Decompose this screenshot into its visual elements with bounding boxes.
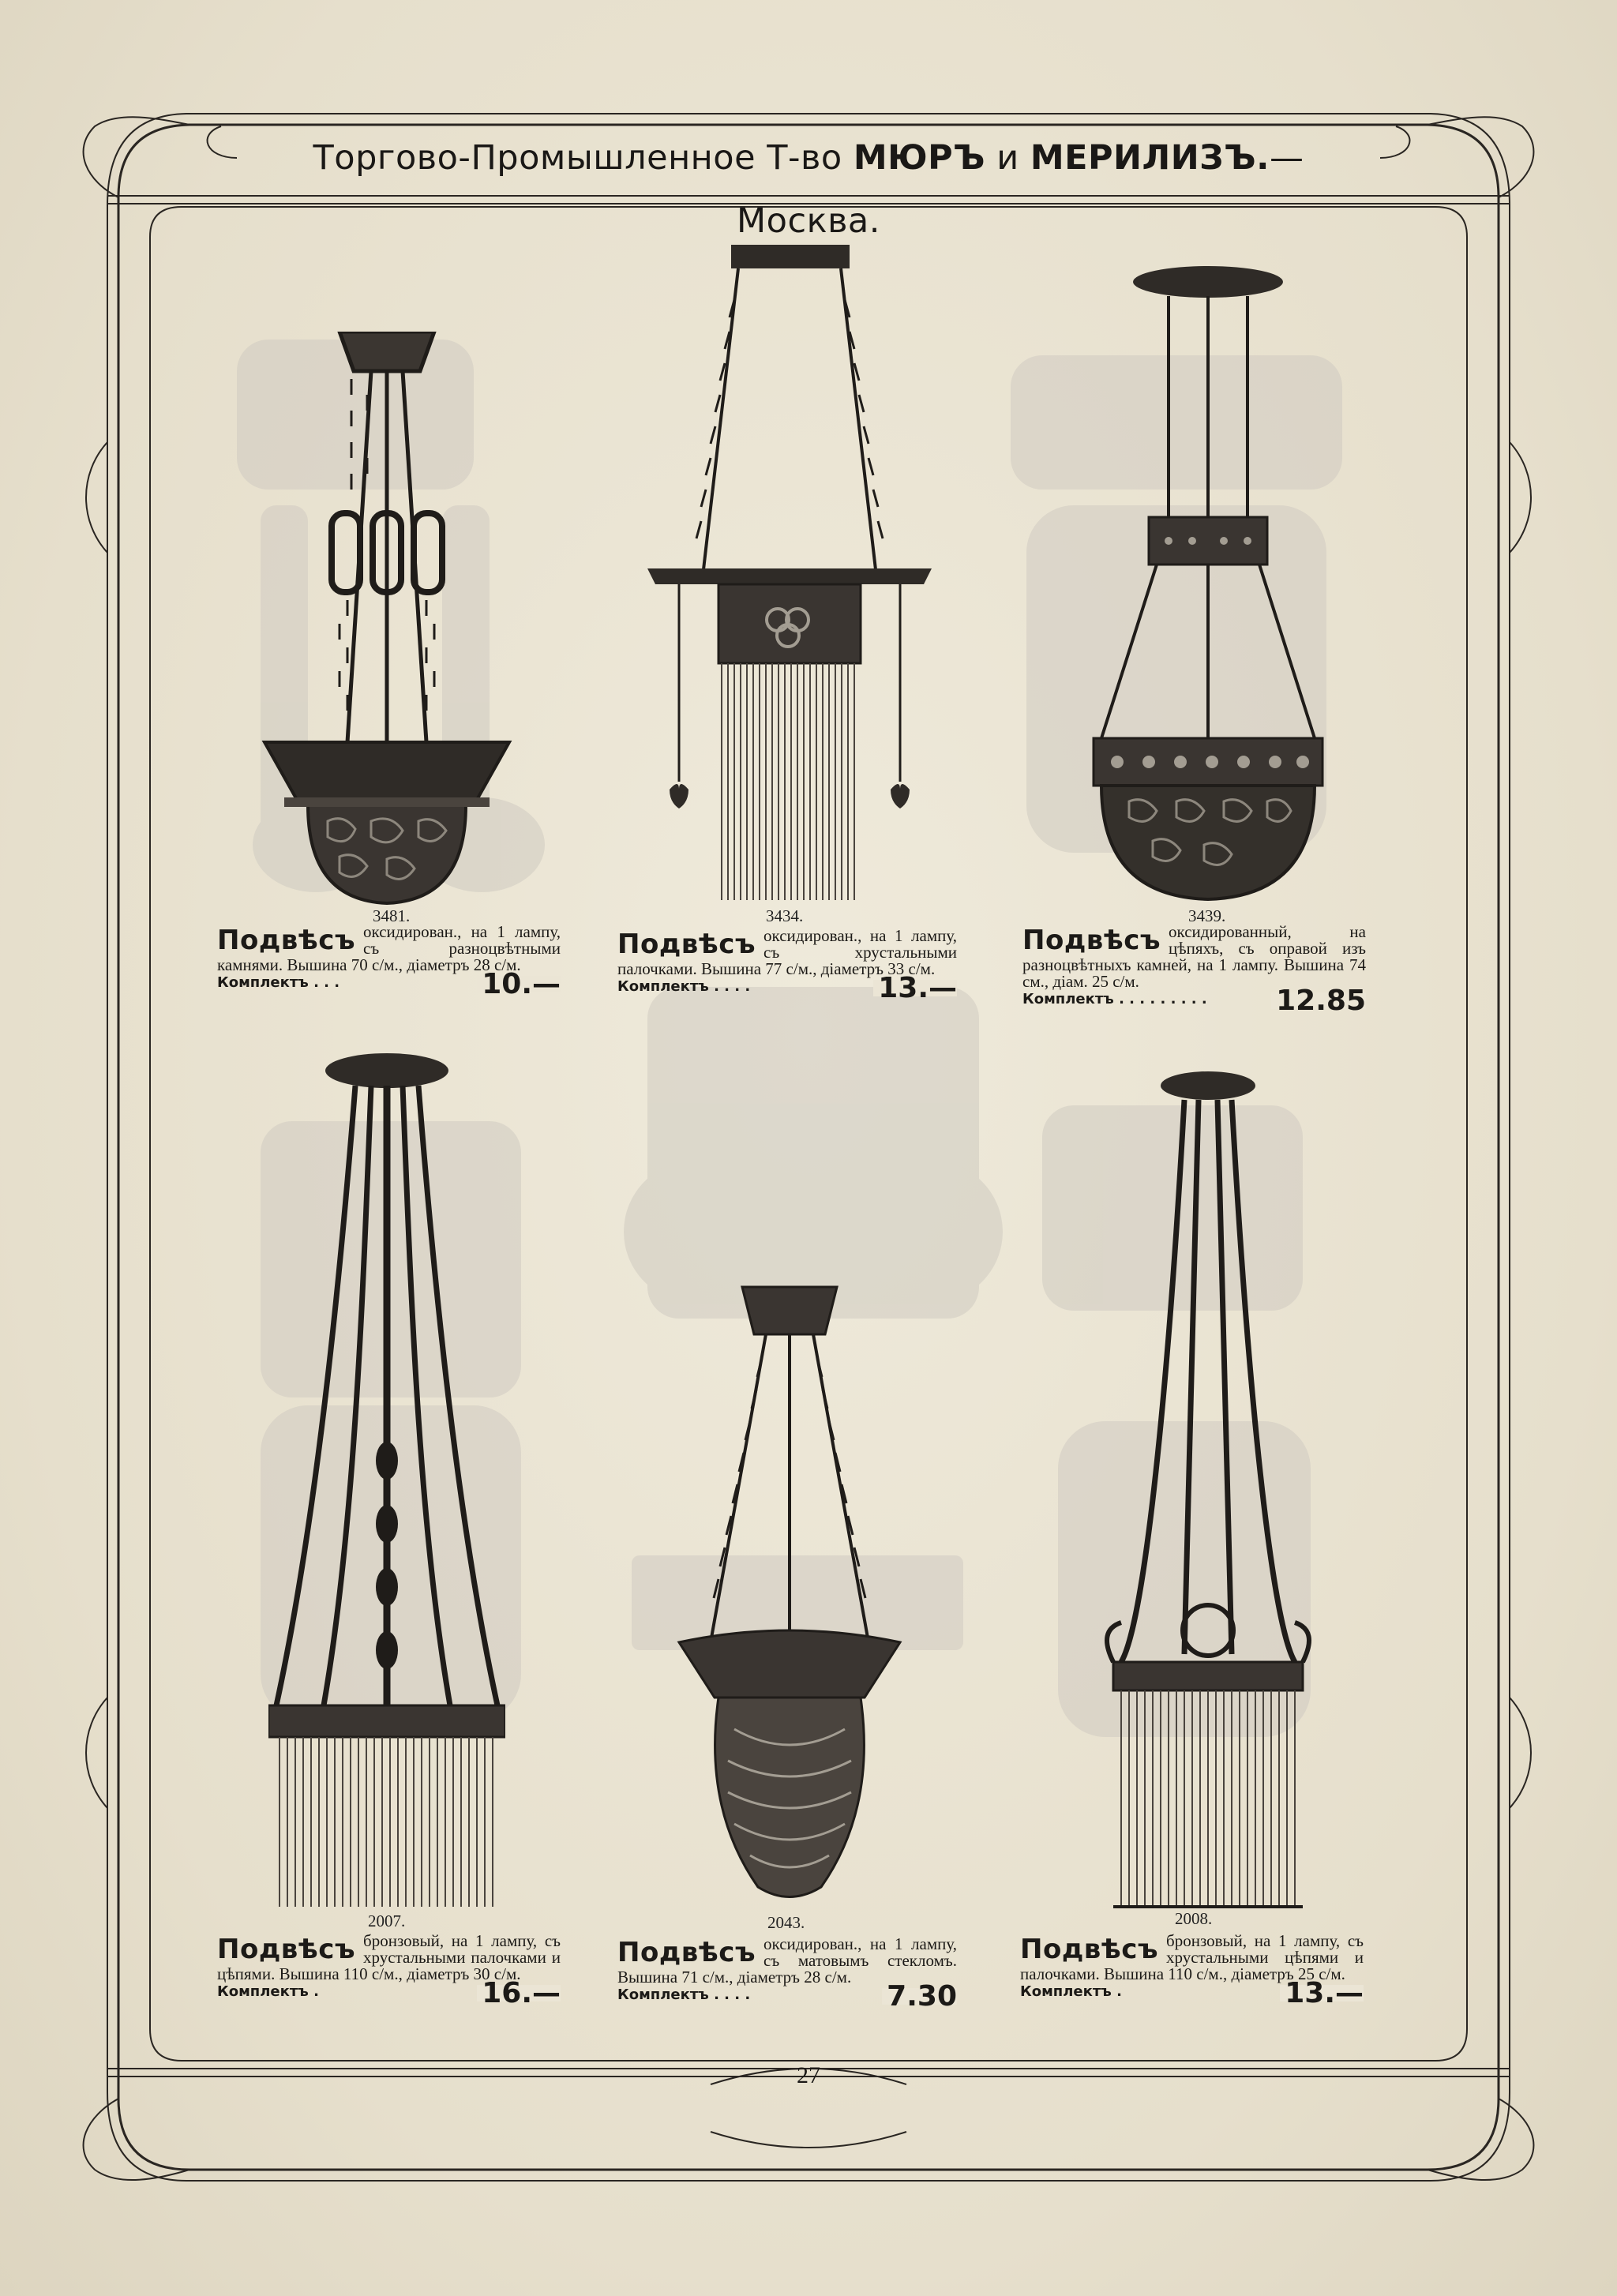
header-conjunction: и [996,138,1019,178]
item-title: Подвѣсъ [217,1934,356,1965]
item-price: 12.85 [1271,992,1366,1009]
item-description: бронзовый, на 1 лампу, съ хрустальными палочками и цѣпями. Вышина 110 с/м., діаметръ 30 с/м. [217,1931,561,1983]
item-price: 13.— [1280,1985,1364,2001]
item-caption-3481 [217,922,561,1000]
lamp-illustration-3439 [1082,264,1334,904]
item-title: Подвѣсъ [1020,1934,1159,1965]
item-description: оксидирован., на 1 лампу, съ разноцвѣтными камнями. Вышина 70 с/м., діаметръ 28 с/м. [217,922,561,974]
item-code-2043: 2043. [767,1913,805,1932]
item-code-3481: 3481. [373,906,411,925]
item-title: Подвѣсъ [617,929,756,960]
item-title: Подвѣсъ [217,925,356,956]
item-title: Подвѣсъ [617,1937,756,1968]
header-city: — Москва. [737,138,1304,241]
header-brand-2: МЕРИЛИЗЪ. [1030,138,1270,178]
item-code-2007: 2007. [368,1911,406,1930]
item-price: 16.— [477,1985,561,2001]
item-caption-2008 [1020,1931,1364,2009]
item-caption-2007 [217,1931,561,2009]
header-brand-1: МЮРЪ [853,138,986,178]
item-caption-3439 [1022,922,1366,1017]
item-code-2008: 2008. [1175,1909,1213,1928]
lamp-illustration-3481 [253,332,521,908]
item-description: оксидированный, на цѣпяхъ, съ оправой изъ разноцвѣтныхъ камней, на 1 лампу. Вышина 74 см., діам. 25 с/м. [1022,922,1366,991]
item-kompl: Комплектъ . . . [217,974,340,991]
item-price: 7.30 [882,1988,957,2005]
item-kompl: Комплектъ . . . . . . . . . [1022,991,1207,1007]
item-description: оксидирован., на 1 лампу, съ матовымъ стекломъ. Вышина 71 с/м., діаметръ 28 с/м. [617,1934,957,1986]
item-code-3439: 3439. [1188,906,1226,925]
lamp-illustration-2007 [268,1050,505,1911]
page-number: 27 [797,2062,820,2088]
item-kompl: Комплектъ . [217,1983,319,2000]
item-price: 13.— [873,980,957,996]
lamp-illustration-2043 [671,1271,908,1911]
page-header [237,126,1380,241]
item-caption-3434 [617,926,957,1004]
item-description: бронзовый, на 1 лампу, съ хрустальными цѣпями и палочками. Вышина 110 с/м., діаметръ 25 с/м. [1020,1931,1364,1983]
item-kompl: Комплектъ . . . . [617,1986,751,2003]
item-price: 10.— [477,976,561,992]
item-description: оксидирован., на 1 лампу, съ хрустальными палочками. Вышина 77 с/м., діаметръ 33 с/м. [617,926,957,978]
item-code-3434: 3434. [766,906,804,925]
item-caption-2043 [617,1934,957,2013]
lamp-illustration-2008 [1090,1070,1326,1911]
item-kompl: Комплектъ . [1020,1983,1122,2000]
item-title: Подвѣсъ [1022,925,1161,956]
item-kompl: Комплектъ . . . . [617,978,751,995]
header-company: Торгово-Промышленное Т-во [313,138,842,178]
lamp-illustration-3434 [632,245,947,908]
